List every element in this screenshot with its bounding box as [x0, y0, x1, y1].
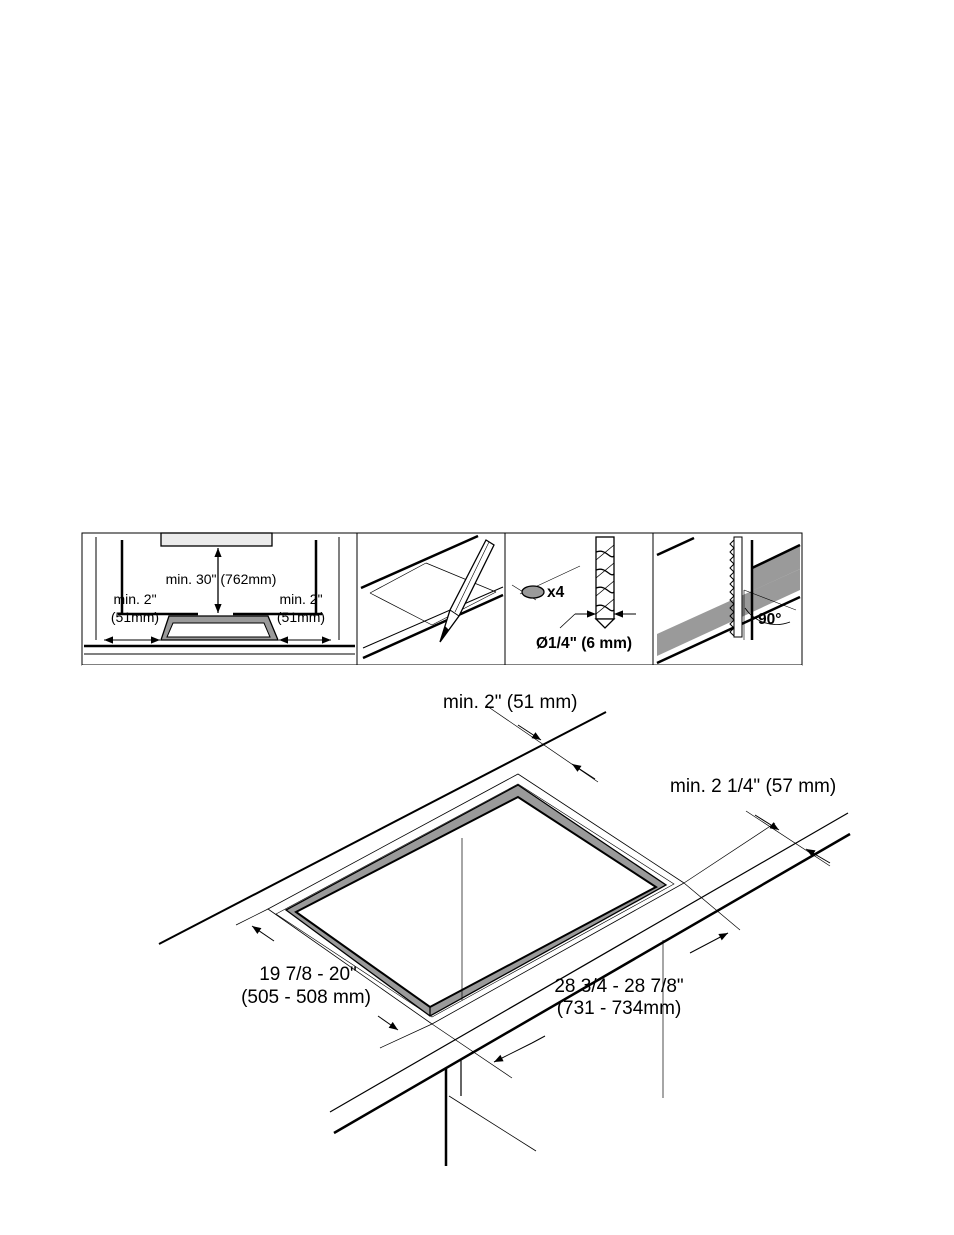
- drill-size-label: Ø1/4" (6 mm): [536, 635, 633, 652]
- right-clearance-label-1: min. 2": [279, 591, 323, 607]
- drill-bit-icon: [596, 537, 614, 628]
- main-cutout-drawing: [82, 665, 850, 1166]
- width-label-1: 28 3/4 - 28 7/8": [554, 976, 684, 997]
- left-clearance-label-2: (51mm): [110, 609, 160, 625]
- top-clearance-label: min. 30" (762mm): [165, 571, 277, 587]
- range-hood-shape: [161, 533, 272, 546]
- left-clearance-label-1: min. 2": [113, 591, 157, 607]
- front-clearance-label: min. 2 1/4" (57 mm): [670, 776, 837, 797]
- depth-label-2: (505 - 508 mm): [241, 987, 371, 1008]
- rear-clearance-label: min. 2" (51 mm): [443, 692, 578, 713]
- angle-label: 90°: [758, 611, 782, 628]
- width-label-2: (731 - 734mm): [556, 998, 682, 1019]
- quantity-label: x4: [547, 584, 565, 601]
- right-clearance-label-2: (51mm): [276, 609, 326, 625]
- drill-hole-icon: [522, 586, 544, 598]
- depth-label-1: 19 7/8 - 20": [259, 964, 357, 985]
